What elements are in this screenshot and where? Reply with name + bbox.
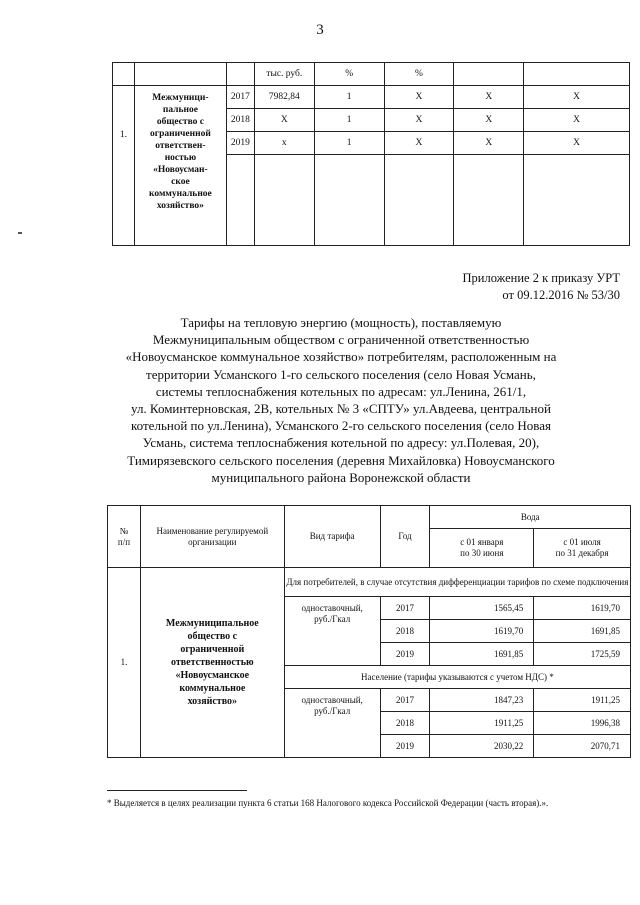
section-label: Население (тарифы указываются с учетом НДС) * bbox=[284, 666, 630, 689]
table-row: 2019 1691,85 1725,59 bbox=[108, 643, 631, 666]
header-water: Вода bbox=[430, 506, 631, 529]
margin-mark bbox=[18, 232, 22, 234]
header-year: Год bbox=[380, 506, 430, 568]
continuation-table bbox=[112, 62, 630, 246]
table-row: 2019 х 1 Х Х Х bbox=[113, 132, 630, 155]
organization-name: Межмуниципальное общество с ограниченной ответственностью «Новоусманское коммунальное хозяйство» bbox=[140, 568, 284, 758]
table-row: 2018 1911,25 1996,38 bbox=[108, 712, 631, 735]
tariff-type: одноставочный, руб./Гкал bbox=[284, 689, 380, 758]
table-header-row bbox=[113, 63, 630, 86]
organization-name: Межмуници- пальное общество с ограниченной ответствен- ностью «Новоусман- ское коммунальное хозяйство» bbox=[134, 86, 226, 246]
table-row: одноставочный, руб./Гкал 2017 1565,45 1619,70 bbox=[108, 597, 631, 620]
table-header-row bbox=[108, 506, 631, 529]
footnote-divider bbox=[107, 790, 247, 791]
page-number: 3 bbox=[316, 22, 324, 38]
table-row: 2018 Х 1 Х Х Х bbox=[113, 109, 630, 132]
row-number: 1. bbox=[108, 568, 141, 758]
appendix-reference: Приложение 2 к приказу УРТ от 09.12.2016 № 53/30 bbox=[462, 271, 620, 302]
table-row: 2018 1619,70 1691,85 bbox=[108, 620, 631, 643]
document-title: Тарифы на тепловую энергию (мощность), поставляемую Межмуниципальным обществом с ограниченной ответственностью «Новоусманское коммунальное хозяйство» потребителям, расположенным на территории Усманского 1-го сельского поселения (село Новая Усмань, системы теплоснабжения котельных по адресам: ул.Ленина, 261/1, ул. Коминтерновская, 2В, котельных № 3 «СПТУ» ул.Авдеева, центральной котельной по ул.Ленина), Усманского 2-го сельского поселения (село Новая Усмань, система теплоснабжения котельной по адресу: ул.Полевая, 20), Тимирязевского сельского поселения (деревня Михайловка) Новоусманского муниципального района Воронежской области bbox=[125, 315, 557, 485]
header-cell: тыс. руб. bbox=[254, 63, 314, 86]
table-row: 1. Межмуници- пальное общество с ограниченной ответствен- ностью «Новоусман- ское коммунальное хозяйство» 2017 7982,84 1 Х Х Х bbox=[113, 86, 630, 109]
table-row: 2019 2030,22 2070,71 bbox=[108, 735, 631, 758]
section-label: Для потребителей, в случае отсутствия дифференциации тарифов по схеме подключения bbox=[284, 568, 630, 597]
section-row bbox=[108, 568, 631, 597]
table-row: одноставочный, руб./Гкал 2017 1847,23 1911,25 bbox=[108, 689, 631, 712]
header-period-1: с 01 января по 30 июня bbox=[430, 529, 534, 568]
header-tariff-type: Вид тарифа bbox=[284, 506, 380, 568]
header-cell: % bbox=[314, 63, 384, 86]
tariff-table bbox=[107, 505, 631, 758]
row-number: 1. bbox=[113, 86, 135, 246]
header-period-2: с 01 июля по 31 декабря bbox=[534, 529, 631, 568]
header-organization: Наименование регулируемой организации bbox=[140, 506, 284, 568]
footnote: * Выделяется в целях реализации пункта 6 статьи 168 Налогового кодекса Российской Федерации (часть вторая).». bbox=[107, 798, 549, 808]
header-number: № п/п bbox=[108, 506, 141, 568]
tariff-type: одноставочный, руб./Гкал bbox=[284, 597, 380, 666]
header-cell: % bbox=[384, 63, 454, 86]
